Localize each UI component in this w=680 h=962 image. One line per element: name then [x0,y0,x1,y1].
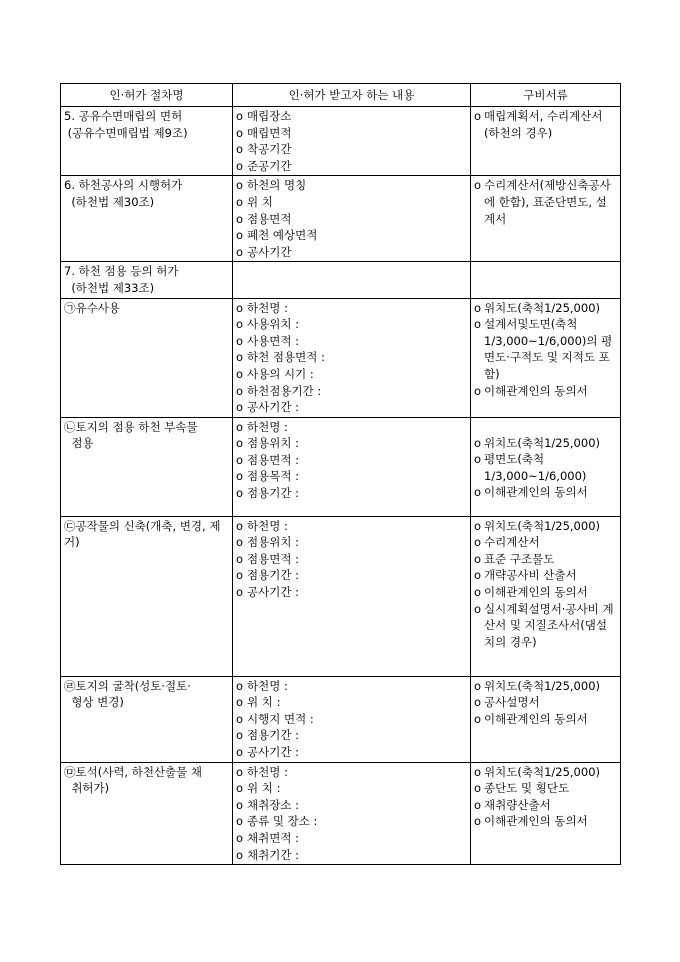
procedure-cell [61,676,233,762]
bullet-icon: o [236,125,244,140]
bullet-icon: o [236,436,244,451]
content-item-text: 하천명 : [247,764,288,779]
document-item-text: 재취량산출서 [484,797,551,812]
content-item-text: 하천점용기간 : [247,383,322,398]
bullet-icon: o [236,585,244,600]
table-row [61,107,621,176]
bullet-icon: o [236,142,244,157]
bullet-icon: o [236,678,244,693]
document-item-text: 표준 구조물도 [484,551,555,566]
bullet-icon: o [236,244,244,259]
bullet-icon: o [236,535,244,550]
content-item-text: 하천명 : [247,518,288,533]
content-item [236,399,467,416]
content-item [236,830,467,847]
content-item-text: 공사기간 : [247,585,300,600]
table-body [61,107,621,865]
content-item-text: 사용의 시기 : [247,366,314,381]
document-item [474,601,617,651]
documents-cell [471,676,621,762]
bullet-icon: o [474,535,482,550]
bullet-icon: o [236,194,244,209]
document-item-text: 수리계산서 [484,535,540,550]
bullet-icon: o [474,109,482,123]
content-item-text: 위 치 [247,194,273,209]
document-item-text: 이해관계인의 동의서 [484,383,588,398]
document-item-text: 공사설명서 [484,695,540,710]
bullet-icon: o [236,469,244,484]
procedure-line: 형상 변경) [64,695,124,710]
content-cell [233,762,471,865]
content-item [236,194,467,211]
document-item [474,435,617,452]
procedure-cell [61,262,233,298]
bullet-icon: o [474,601,482,616]
bullet-icon: o [474,435,482,450]
content-item [236,316,467,333]
content-item-text: 시행지 면적 : [247,711,314,726]
document-item [474,518,617,535]
document-item-text: 위치도(축척1/25,000) [484,764,600,779]
documents-cell [471,107,621,176]
content-item [236,419,467,436]
content-item [236,847,467,864]
bullet-icon: o [474,797,482,812]
document-item [474,108,617,141]
procedure-line: 점용 [64,436,94,451]
bullet-icon: o [236,781,244,796]
content-item-text: 종류 및 장소 : [247,814,318,829]
document-item [474,177,617,227]
content-cell [233,417,471,516]
bullet-icon: o [236,486,244,501]
procedure-cell [61,107,233,176]
content-item [236,567,467,584]
content-item-text: 점용기간 : [247,486,300,501]
content-item [236,125,467,142]
content-item-text: 폐천 예상면적 [247,228,318,243]
bullet-icon: o [236,568,244,583]
permit-procedure-table [60,83,621,865]
bullet-icon: o [236,109,244,123]
header-procedure: 인·허가 절차명 [61,84,233,107]
content-item-text: 채취기간 : [247,847,300,862]
content-item [236,452,467,469]
content-item [236,366,467,383]
document-item-text: 실시계획설명서·공사비 계산서 및 지질조사서(댐설치의 경우) [484,601,614,649]
content-item [236,813,467,830]
header-content: 인·허가 받고자 하는 내용 [233,84,471,107]
procedure-line: ㉤토석(사력, 하천산출물 채 [64,764,203,779]
content-item [236,158,467,175]
procedure-cell [61,298,233,417]
bullet-icon: o [236,745,244,760]
content-item-text: 점용기간 : [247,568,300,583]
document-item-text: 설계서및도면(축척1/3,000~1/6,000)의 평면도·구적도 및 지적도 포함) [484,317,613,381]
procedure-line: ㉠유수사용 [64,300,120,315]
content-item-text: 점용면적 : [247,551,300,566]
bullet-icon: o [236,797,244,812]
document-item-text: 개략공사비 산출서 [484,568,577,583]
procedure-line: (하천법 제33조) [64,280,155,295]
document-item [474,567,617,584]
content-cell [233,262,471,298]
document-item [474,451,617,484]
procedure-cell [61,762,233,865]
content-item-text: 공사기간 : [247,400,300,415]
bullet-icon: o [474,711,482,726]
document-item-text: 수리계산서(제방신축공사에 한함), 표준단면도, 설계서 [484,178,611,226]
document-item [474,484,617,501]
content-item [236,349,467,366]
table-row [61,298,621,417]
document-item-text: 이해관계인의 동의서 [484,585,588,600]
procedure-line: ㉡토지의 점용 하천 부속물 [64,419,198,434]
bullet-icon: o [236,211,244,226]
content-item [236,764,467,781]
document-item [474,780,617,797]
document-item-text: 위치도(축척1/25,000) [484,300,600,315]
bullet-icon: o [236,228,244,243]
header-row [61,84,621,107]
bullet-icon: o [236,518,244,533]
content-item [236,694,467,711]
bullet-icon: o [236,317,244,332]
bullet-icon: o [474,781,482,796]
content-cell [233,516,471,676]
document-item [474,584,617,601]
bullet-icon: o [236,158,244,173]
content-item-text: 착공기간 [247,142,292,157]
bullet-icon: o [474,178,482,193]
content-item-text: 채취면적 : [247,831,300,846]
table-row [61,262,621,298]
document-item [474,383,617,400]
content-item [236,435,467,452]
document-item [474,764,617,781]
bullet-icon: o [236,711,244,726]
content-item-text: 점용기간 : [247,728,300,743]
content-item [236,518,467,535]
bullet-icon: o [236,366,244,381]
documents-cell [471,298,621,417]
document-item-text: 위치도(축척1/25,000) [484,518,600,533]
content-item [236,584,467,601]
bullet-icon: o [474,585,482,600]
content-item [236,227,467,244]
procedure-line: 5. 공유수면매립의 면허 [64,109,183,123]
content-item-text: 점용목적 : [247,469,300,484]
document-item-text: 이해관계인의 동의서 [484,711,588,726]
content-item [236,244,467,261]
procedure-line: 7. 하천 점용 등의 허가 [64,264,179,279]
content-item-text: 하천 점용면적 : [247,350,325,365]
content-cell [233,298,471,417]
procedure-cell [61,417,233,516]
content-item-text: 매립면적 [247,125,292,140]
content-item-text: 하천의 명칭 [247,178,307,193]
procedure-line: ㉢공작물의 신축(개축, 변경, 제거) [64,518,221,550]
content-item-text: 점용위치 : [247,436,300,451]
content-item [236,468,467,485]
procedure-line: 6. 하천공사의 시행허가 [64,178,183,193]
bullet-icon: o [474,695,482,710]
document-item [474,316,617,382]
bullet-icon: o [236,400,244,415]
content-item-text: 점용면적 : [247,452,300,467]
bullet-icon: o [474,317,482,332]
content-item [236,108,467,125]
bullet-icon: o [236,847,244,862]
content-item-text: 하천명 : [247,300,288,315]
bullet-icon: o [236,551,244,566]
content-item-text: 위 치 : [247,695,281,710]
content-cell [233,107,471,176]
bullet-icon: o [474,383,482,398]
content-item [236,177,467,194]
procedure-line: (하천법 제30조) [64,194,155,209]
content-item-text: 점용위치 : [247,535,300,550]
content-item [236,551,467,568]
procedure-line: 취허가) [64,781,110,796]
content-item [236,797,467,814]
bullet-icon: o [236,452,244,467]
document-item-text: 이해관계인의 동의서 [484,485,588,500]
content-item [236,744,467,761]
document-item [474,551,617,568]
content-item-text: 공사기간 [247,244,292,259]
documents-cell [471,516,621,676]
content-item-text: 위 치 : [247,781,281,796]
procedure-line: ㉣토지의 굴착(성토·절토· [64,678,191,693]
content-item [236,141,467,158]
content-item [236,300,467,317]
content-cell [233,176,471,262]
bullet-icon: o [474,485,482,500]
procedure-cell [61,516,233,676]
bullet-icon: o [236,419,244,434]
bullet-icon: o [236,764,244,779]
bullet-icon: o [236,333,244,348]
content-item [236,727,467,744]
procedure-cell [61,176,233,262]
content-item-text: 하천명 : [247,678,288,693]
content-item [236,211,467,228]
document-item [474,534,617,551]
documents-cell [471,762,621,865]
document-item-text: 매립계획서, 수리계산서 (하천의 경우) [484,109,603,140]
document-item-text: 위치도(축척1/25,000) [484,678,600,693]
document-item-text: 이해관계인의 동의서 [484,814,588,829]
documents-cell [471,176,621,262]
bullet-icon: o [236,814,244,829]
document-item-text: 종단도 및 횡단도 [484,781,570,796]
table-row [61,176,621,262]
document-item [474,797,617,814]
content-item [236,534,467,551]
bullet-icon: o [236,350,244,365]
bullet-icon: o [236,831,244,846]
documents-cell [471,262,621,298]
content-item-text: 공사기간 : [247,745,300,760]
document-item [474,813,617,830]
content-item [236,678,467,695]
content-item [236,333,467,350]
bullet-icon: o [474,518,482,533]
document-item [474,678,617,695]
content-item [236,780,467,797]
content-item-text: 준공기간 [247,158,292,173]
bullet-icon: o [474,452,482,467]
bullet-icon: o [236,178,244,193]
documents-cell [471,417,621,516]
content-item [236,383,467,400]
bullet-icon: o [474,678,482,693]
table-row [61,516,621,676]
content-cell [233,676,471,762]
content-item-text: 매립장소 [247,109,292,123]
bullet-icon: o [236,300,244,315]
table-row [61,762,621,865]
table-row [61,676,621,762]
document-item [474,711,617,728]
content-item-text: 점용면적 [247,211,292,226]
content-item-text: 채취장소 : [247,797,300,812]
bullet-icon: o [236,728,244,743]
bullet-icon: o [474,551,482,566]
table-row [61,417,621,516]
document-item [474,300,617,317]
content-item-text: 하천명 : [247,419,288,434]
procedure-line: (공유수면매립법 제9조) [64,125,188,140]
content-item-text: 사용면적 : [247,333,300,348]
content-item [236,485,467,502]
header-documents: 구비서류 [471,84,621,107]
content-item [236,711,467,728]
bullet-icon: o [236,383,244,398]
bullet-icon: o [236,695,244,710]
bullet-icon: o [474,814,482,829]
bullet-icon: o [474,300,482,315]
document-item [474,694,617,711]
bullet-icon: o [474,764,482,779]
content-item-text: 사용위치 : [247,317,300,332]
bullet-icon: o [474,568,482,583]
document-item-text: 위치도(축척1/25,000) [484,435,600,450]
document-item-text: 평면도(축척1/3,000~1/6,000) [484,452,587,483]
